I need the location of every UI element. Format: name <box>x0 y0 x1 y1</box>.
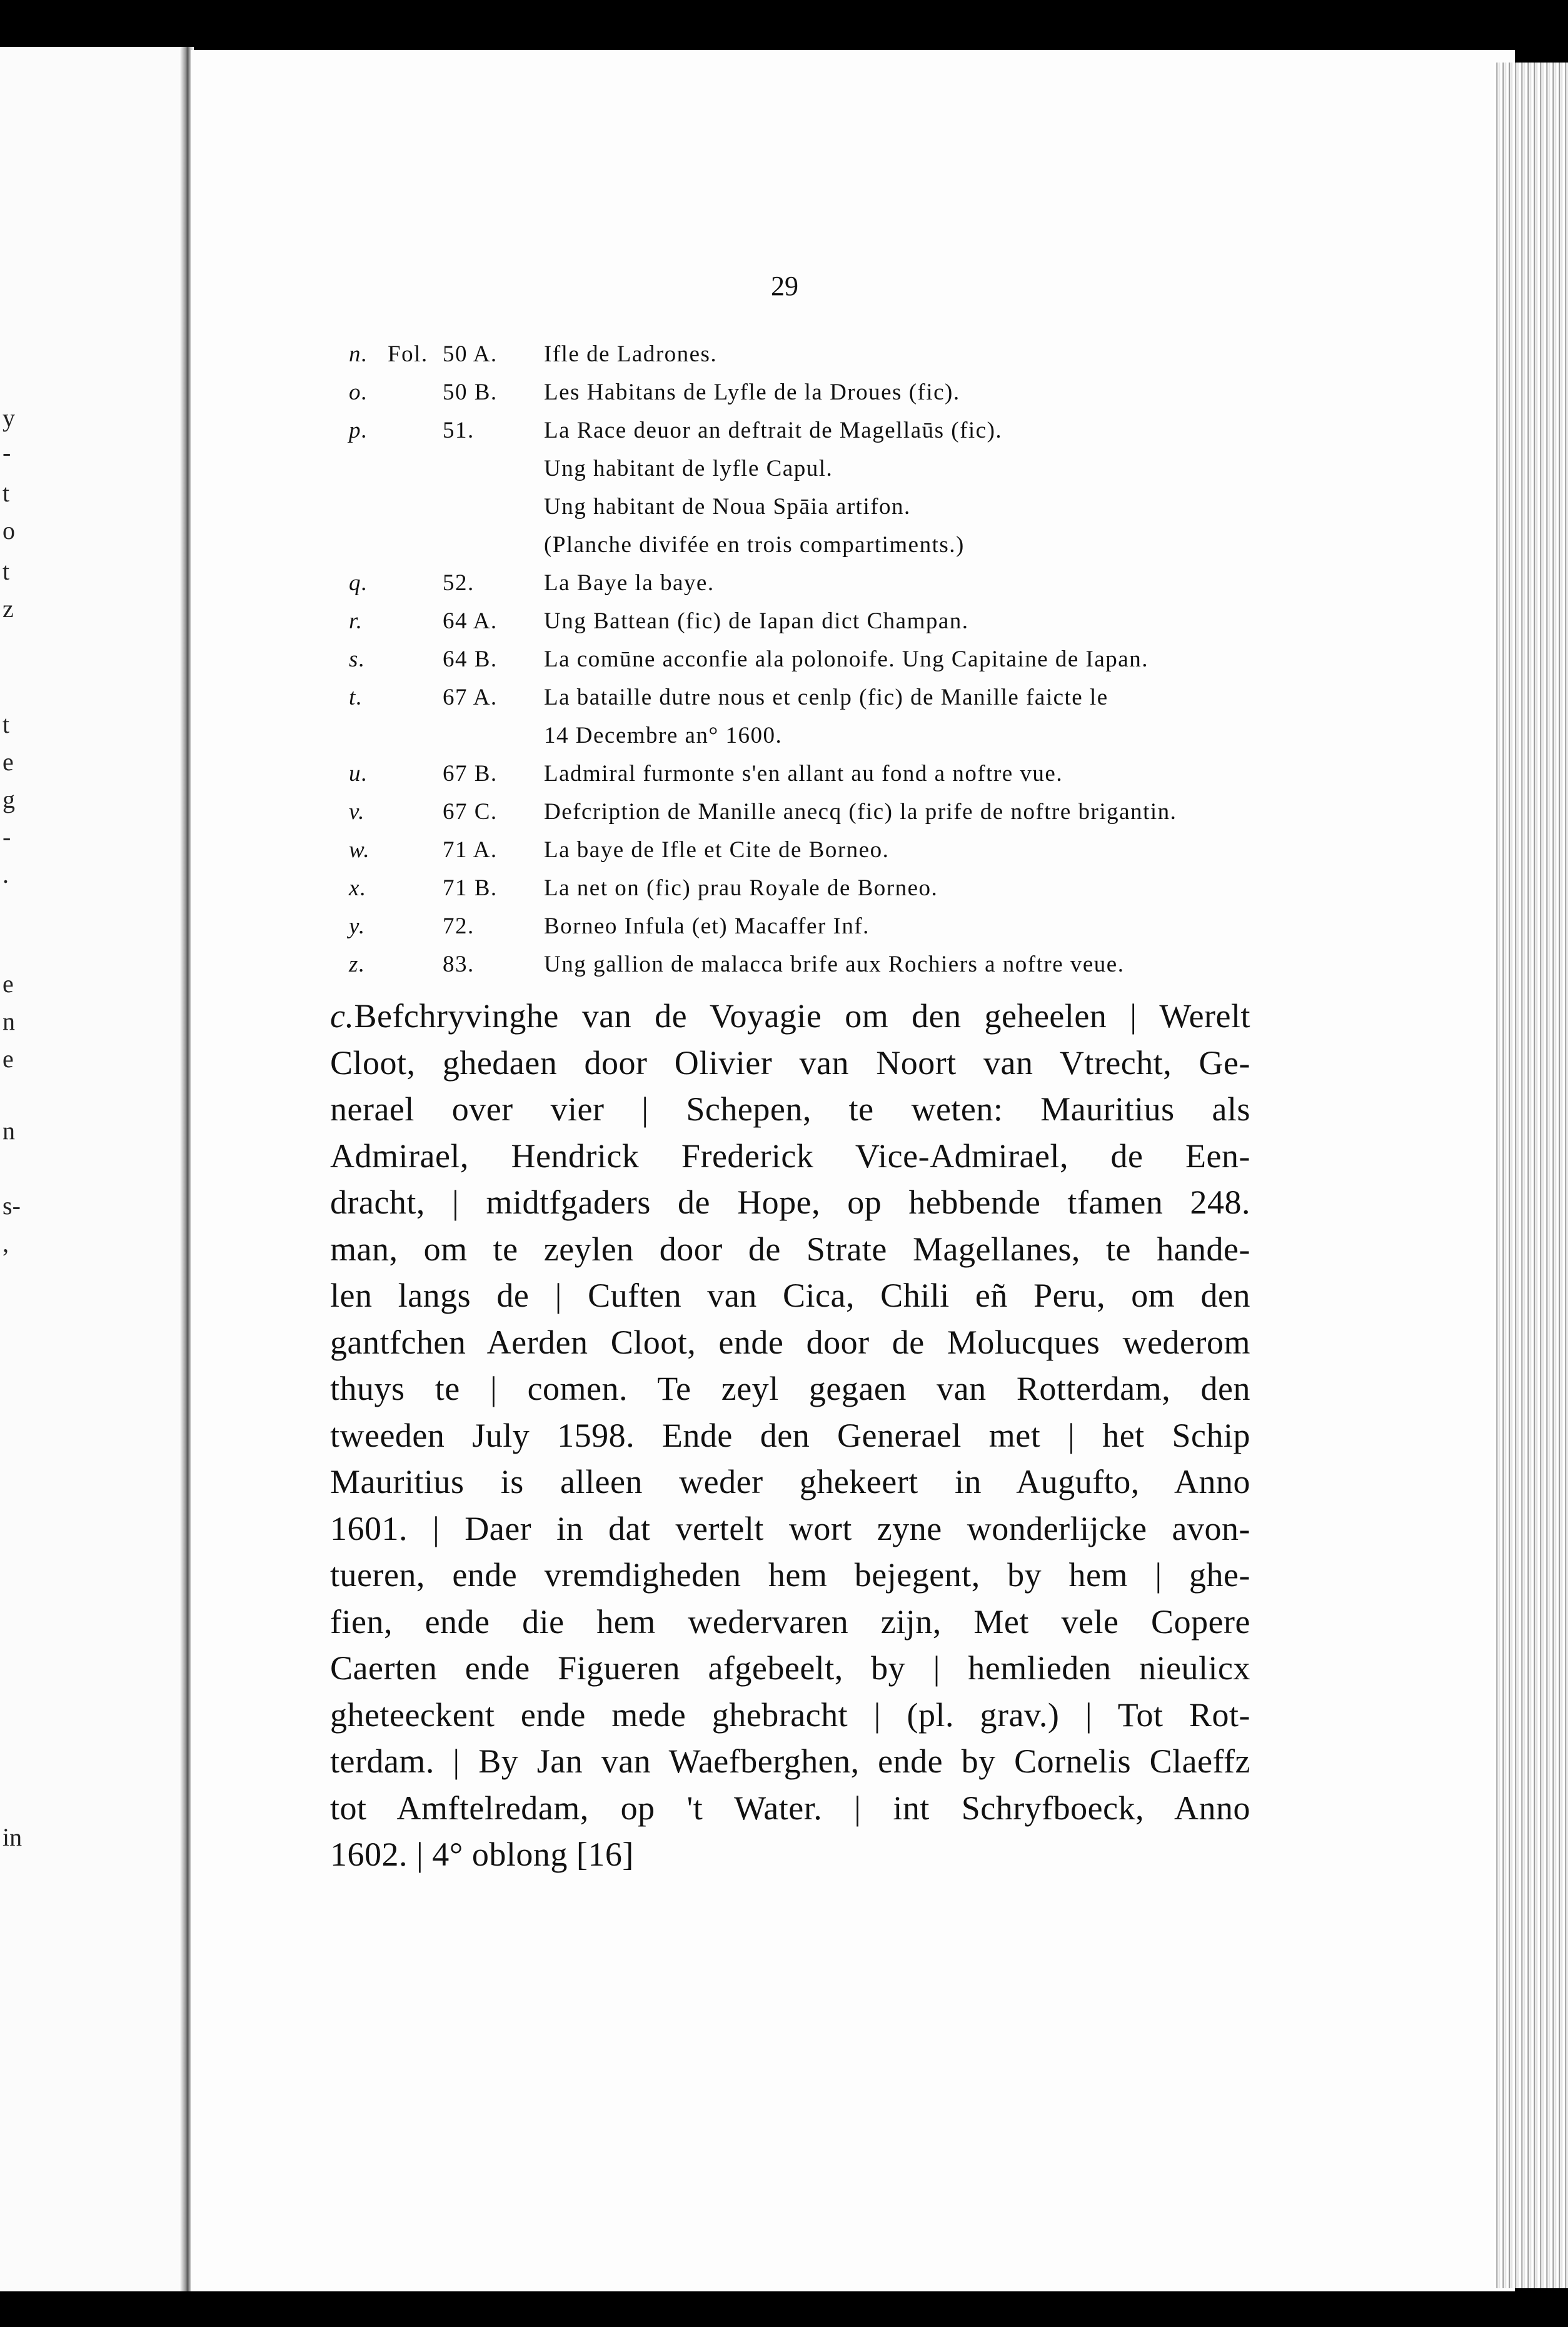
entry-line: fien, ende die hem wedervaren zijn, Met vele Copere <box>330 1602 1250 1641</box>
entry-line: Admirael, Hendrick Frederick Vice-Admirael, de Een- <box>330 1137 1250 1175</box>
edge-mark: z <box>3 595 14 623</box>
plate-folio-number: 71 A. <box>443 837 498 863</box>
plate-row <box>338 798 1288 837</box>
plate-row <box>338 760 1288 798</box>
plate-description: (Planche divifée en trois compartiments.) <box>544 532 965 558</box>
plate-folio-number: 83. <box>443 952 475 977</box>
plate-description: Defcription de Manille anecq (fic) la prife de noftre brigantin. <box>544 799 1177 825</box>
plate-row <box>338 608 1288 646</box>
edge-mark: o <box>3 516 15 545</box>
plate-list <box>338 341 1288 989</box>
entry-line: nerael over vier | Schepen, te weten: Mauritius als <box>330 1090 1250 1128</box>
entry-line: gheteeckent ende mede ghebracht | (pl. grav.) | Tot Rot- <box>330 1696 1250 1734</box>
entry-line: 1602. | 4° oblong [16] <box>330 1836 634 1873</box>
plate-description: Ladmiral furmonte s'en allant au fond a noftre vue. <box>544 761 1063 787</box>
plate-letter: p. <box>349 418 368 443</box>
plate-description: Ung gallion de malacca brife aux Rochiers a noftre veue. <box>544 952 1125 977</box>
entry-line: Cloot, ghedaen door Olivier van Noort van Vtrecht, Ge- <box>330 1043 1250 1082</box>
left-page <box>0 47 188 2291</box>
plate-description: Ifle de Ladrones. <box>544 341 718 367</box>
entry-line: dracht, | midtfgaders de Hope, op hebbende tfamen 248. <box>330 1184 1250 1221</box>
plate-row <box>338 417 1288 455</box>
entry-line: tueren, ende vremdigheden hem bejegent, by hem | ghe- <box>330 1556 1250 1594</box>
plate-description: Les Habitans de Lyfle de la Droues (fic). <box>544 379 960 405</box>
plate-description: La Race deuor an deftrait de Magellaūs (fic). <box>544 418 1003 443</box>
plate-folio-number: 52. <box>443 570 475 596</box>
plate-letter: t. <box>349 685 363 710</box>
plate-folio-number: 67 C. <box>443 799 498 825</box>
entry-line: thuys te | comen. Te zeyl gegaen van Rotterdam, den <box>330 1370 1250 1407</box>
entry-letter: c. <box>330 997 354 1035</box>
plate-folio-number: 72. <box>443 913 475 939</box>
plate-row <box>338 875 1288 913</box>
entry-line: tweeden July 1598. Ende den Generael met | het Schip <box>330 1416 1250 1454</box>
plate-row <box>338 379 1288 417</box>
left-page-edge-text <box>0 47 25 2291</box>
plate-letter: n. <box>349 341 368 367</box>
plate-description: La comūne acconfie ala polonoife. Ung Capitaine de Iapan. <box>544 646 1148 672</box>
edge-mark: n <box>3 1117 15 1145</box>
entry-line: man, om te zeylen door de Strate Magellanes, te hande- <box>330 1230 1250 1268</box>
edge-mark: , <box>3 1229 9 1257</box>
plate-folio-number: 50 A. <box>443 341 498 367</box>
edge-mark: - <box>3 823 11 851</box>
edge-mark: e <box>3 1045 14 1073</box>
edge-mark: t <box>3 710 10 738</box>
plate-letter: s. <box>349 646 366 672</box>
entry-line: Mauritius is alleen weder ghekeert in Augufto, Anno <box>330 1463 1250 1500</box>
plate-row <box>338 455 1288 493</box>
plate-letter: v. <box>349 799 365 825</box>
plate-letter: o. <box>349 379 368 405</box>
entry-line: Caerten ende Figueren afgebeelt, by | hemlieden nieulicx <box>330 1649 1250 1687</box>
plate-description: Borneo Infula (et) Macaffer Inf. <box>544 913 870 939</box>
entry-line: terdam. | By Jan van Waefberghen, ende by Cornelis Claeffz <box>330 1742 1250 1780</box>
plate-row <box>338 837 1288 875</box>
plate-description: La net on (fic) prau Royale de Borneo. <box>544 875 938 901</box>
edge-mark: - <box>3 438 11 466</box>
edge-mark: t <box>3 557 10 585</box>
entry-line <box>330 993 1250 1040</box>
plate-row <box>338 531 1288 570</box>
plate-letter: r. <box>349 608 363 634</box>
plate-row <box>338 684 1288 722</box>
plate-letter: x. <box>349 875 367 901</box>
edge-mark: . <box>3 860 9 888</box>
plate-row <box>338 341 1288 379</box>
plate-folio-number: 50 B. <box>443 379 498 405</box>
plate-folio-number: 64 B. <box>443 646 498 672</box>
plate-description: 14 Decembre an° 1600. <box>544 723 783 748</box>
plate-letter: z. <box>349 952 366 977</box>
entry-line: tot Amftelredam, op 't Water. | int Schryfboeck, Anno <box>330 1789 1250 1827</box>
plate-row <box>338 646 1288 684</box>
plate-description: Ung habitant de Noua Spāia artifon. <box>544 494 911 520</box>
plate-description: La baye de Ifle et Cite de Borneo. <box>544 837 890 863</box>
edge-mark: n <box>3 1007 15 1035</box>
edge-mark: t <box>3 479 10 507</box>
plate-letter: y. <box>349 913 366 939</box>
entry-line: gantfchen Aerden Cloot, ende door de Molucques wederom <box>330 1323 1250 1361</box>
edge-mark: g <box>3 785 15 813</box>
page-fore-edge <box>1494 63 1568 2288</box>
edge-mark: y <box>3 404 15 432</box>
plate-letter: w. <box>349 837 371 863</box>
plate-row <box>338 493 1288 531</box>
plate-folio-number: 71 B. <box>443 875 498 901</box>
bibliographic-entry <box>330 993 1250 1878</box>
entry-line: 1601. | Daer in dat vertelt wort zyne wonderlijcke avon- <box>330 1509 1250 1547</box>
page-number: 29 <box>771 271 798 301</box>
plate-folio-number: 67 B. <box>443 761 498 787</box>
plate-description: La bataille dutre nous et cenlp (fic) de Manille faicte le <box>544 685 1108 710</box>
plate-row <box>338 913 1288 951</box>
plate-folio-number: 64 A. <box>443 608 498 634</box>
entry-line: len langs de | Cuften van Cica, Chili eñ Peru, om den <box>330 1277 1250 1314</box>
plate-row <box>338 951 1288 989</box>
plate-description: Ung Battean (fic) de Iapan dict Champan. <box>544 608 969 634</box>
plate-row <box>338 570 1288 608</box>
plate-letter: u. <box>349 761 368 787</box>
entry-line-text: Befchryvinghe van de Voyagie om den geheelen | Werelt <box>354 997 1250 1035</box>
plate-description: La Baye la baye. <box>544 570 715 596</box>
plate-folio-number: 51. <box>443 418 475 443</box>
plate-folio-label: Fol. <box>388 341 428 367</box>
edge-mark: in <box>3 1823 23 1851</box>
plate-letter: q. <box>349 570 368 596</box>
edge-mark: s- <box>3 1192 21 1220</box>
plate-description: Ung habitant de lyfle Capul. <box>544 456 833 481</box>
plate-folio-number: 67 A. <box>443 685 498 710</box>
plate-row <box>338 722 1288 760</box>
edge-mark: e <box>3 748 14 776</box>
edge-mark: e <box>3 970 14 998</box>
